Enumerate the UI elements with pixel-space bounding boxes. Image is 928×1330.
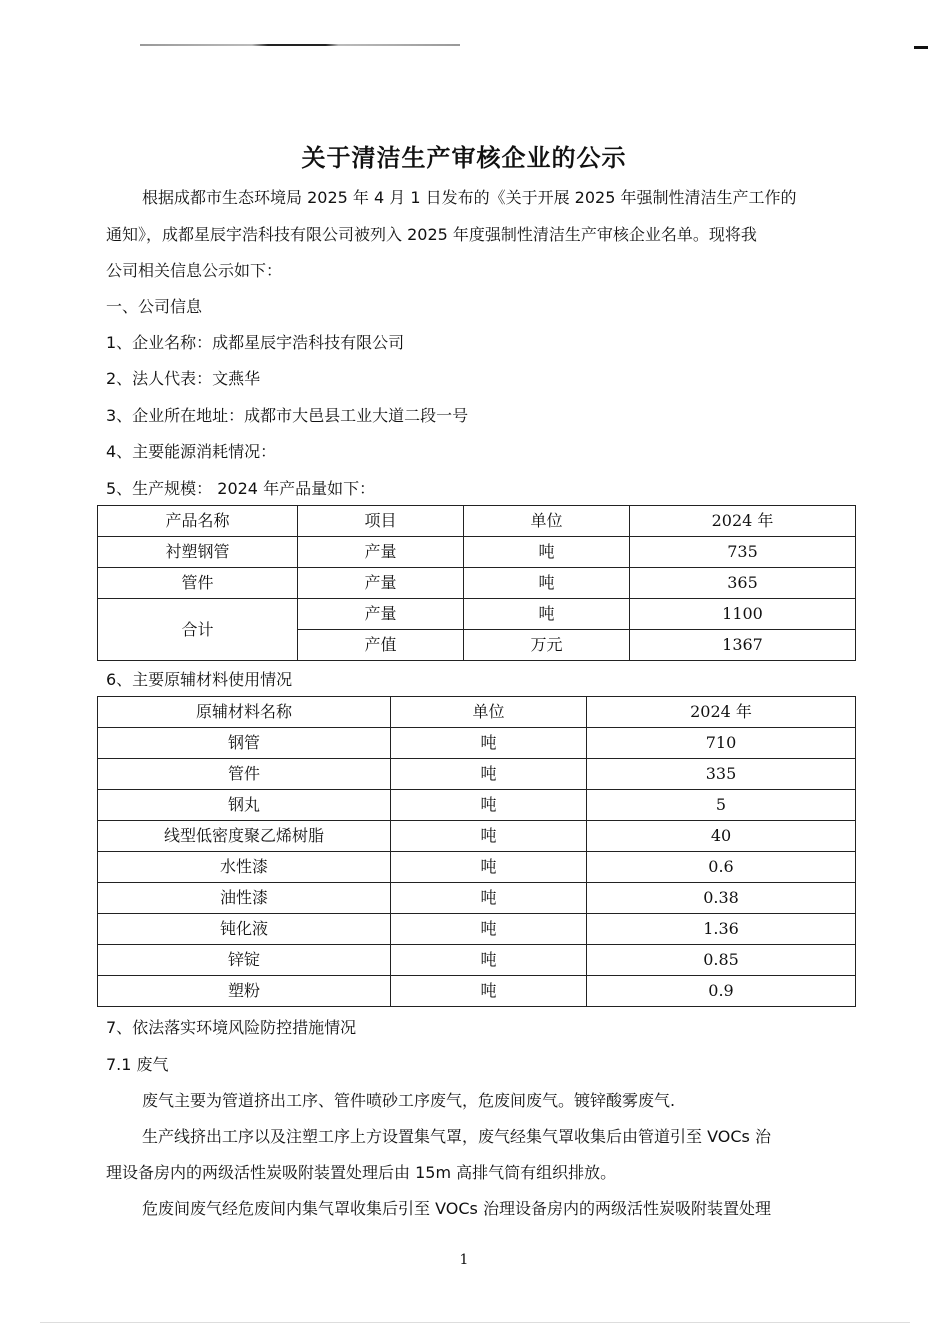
material-name: 线型低密度聚乙烯树脂 xyxy=(98,821,391,852)
material-value: 5 xyxy=(587,790,856,821)
intro-line-2: 通知》，成都星辰宇浩科技有限公司被列入 2025 年度强制性清洁生产审核企业名单。现将我 xyxy=(106,225,757,244)
product-value: 735 xyxy=(630,537,856,568)
materials-table xyxy=(97,696,856,1007)
material-name: 油性漆 xyxy=(98,883,391,914)
material-value: 40 xyxy=(587,821,856,852)
material-unit: 吨 xyxy=(391,759,587,790)
materials-header-name: 原辅材料名称 xyxy=(98,697,391,728)
total-value: 1367 xyxy=(630,630,856,661)
material-unit: 吨 xyxy=(391,728,587,759)
product-item: 产量 xyxy=(298,537,464,568)
para-waste-gas-1: 废气主要为管道挤出工序、管件喷砂工序废气，危废间废气。镀锌酸雾废气. xyxy=(142,1091,676,1110)
table-row xyxy=(98,821,856,852)
page-number: 1 xyxy=(459,1252,469,1268)
material-name: 管件 xyxy=(98,759,391,790)
material-name: 锌锭 xyxy=(98,945,391,976)
material-value: 0.85 xyxy=(587,945,856,976)
item-address: 3、企业所在地址：成都市大邑县工业大道二段一号 xyxy=(106,406,469,425)
production-header-row xyxy=(98,506,856,537)
item-legal-rep: 2、法人代表：文燕华 xyxy=(106,369,261,388)
item-environment-risk: 7、依法落实环境风险防控措施情况 xyxy=(106,1018,357,1037)
total-item: 产量 xyxy=(298,599,464,630)
table-row xyxy=(98,852,856,883)
table-row xyxy=(98,759,856,790)
total-unit: 吨 xyxy=(464,599,630,630)
intro-line-3: 公司相关信息公示如下： xyxy=(106,261,283,280)
material-unit: 吨 xyxy=(391,914,587,945)
material-name: 水性漆 xyxy=(98,852,391,883)
material-unit: 吨 xyxy=(391,976,587,1007)
item-materials: 6、主要原辅材料使用情况 xyxy=(106,670,293,689)
total-item: 产值 xyxy=(298,630,464,661)
materials-header-year: 2024 年 xyxy=(587,697,856,728)
material-value: 335 xyxy=(587,759,856,790)
material-value: 0.38 xyxy=(587,883,856,914)
material-value: 0.6 xyxy=(587,852,856,883)
material-unit: 吨 xyxy=(391,883,587,914)
total-label: 合计 xyxy=(98,599,298,661)
table-row xyxy=(98,945,856,976)
page-title: 关于清洁生产审核企业的公示 xyxy=(301,144,627,172)
product-unit: 吨 xyxy=(464,568,630,599)
table-row xyxy=(98,568,856,599)
materials-header-unit: 单位 xyxy=(391,697,587,728)
para-waste-gas-2-line-2: 理设备房内的两级活性炭吸附装置处理后由 15m 高排气筒有组织排放。 xyxy=(106,1163,617,1182)
material-unit: 吨 xyxy=(391,945,587,976)
production-header-name: 产品名称 xyxy=(98,506,298,537)
material-name: 钢丸 xyxy=(98,790,391,821)
table-row xyxy=(98,728,856,759)
table-row xyxy=(98,537,856,568)
para-waste-gas-3: 危废间废气经危废间内集气罩收集后引至 VOCs 治理设备房内的两级活性炭吸附装置处理 xyxy=(142,1199,771,1218)
material-name: 钝化液 xyxy=(98,914,391,945)
product-unit: 吨 xyxy=(464,537,630,568)
item-production-scale: 5、生产规模： 2024 年产品量如下： xyxy=(106,479,376,498)
section-waste-gas: 7.1 废气 xyxy=(106,1055,169,1074)
table-row xyxy=(98,914,856,945)
material-unit: 吨 xyxy=(391,790,587,821)
section-company-info: 一、公司信息 xyxy=(106,297,203,316)
item-company-name: 1、企业名称：成都星辰宇浩科技有限公司 xyxy=(106,333,405,352)
material-value: 710 xyxy=(587,728,856,759)
material-unit: 吨 xyxy=(391,852,587,883)
production-header-item: 项目 xyxy=(298,506,464,537)
table-row xyxy=(98,976,856,1007)
table-row xyxy=(98,790,856,821)
item-energy: 4、主要能源消耗情况： xyxy=(106,442,277,461)
table-row xyxy=(98,883,856,914)
material-name: 钢管 xyxy=(98,728,391,759)
material-value: 1.36 xyxy=(587,914,856,945)
material-name: 塑粉 xyxy=(98,976,391,1007)
product-name: 衬塑钢管 xyxy=(98,537,298,568)
production-header-year: 2024 年 xyxy=(630,506,856,537)
scan-top-rule xyxy=(140,44,460,46)
table-row xyxy=(98,599,856,630)
material-value: 0.9 xyxy=(587,976,856,1007)
material-unit: 吨 xyxy=(391,821,587,852)
total-unit: 万元 xyxy=(464,630,630,661)
product-value: 365 xyxy=(630,568,856,599)
scan-edge-mark xyxy=(914,46,928,49)
production-table xyxy=(97,505,856,661)
intro-line-1: 根据成都市生态环境局 2025 年 4 月 1 日发布的《关于开展 2025 年强制性清洁生产工作的 xyxy=(142,188,797,207)
total-value: 1100 xyxy=(630,599,856,630)
scan-bottom-rule xyxy=(40,1322,910,1323)
materials-header-row xyxy=(98,697,856,728)
product-name: 管件 xyxy=(98,568,298,599)
product-item: 产量 xyxy=(298,568,464,599)
para-waste-gas-2-line-1: 生产线挤出工序以及注塑工序上方设置集气罩，废气经集气罩收集后由管道引至 VOCs 治 xyxy=(142,1127,771,1146)
production-header-unit: 单位 xyxy=(464,506,630,537)
